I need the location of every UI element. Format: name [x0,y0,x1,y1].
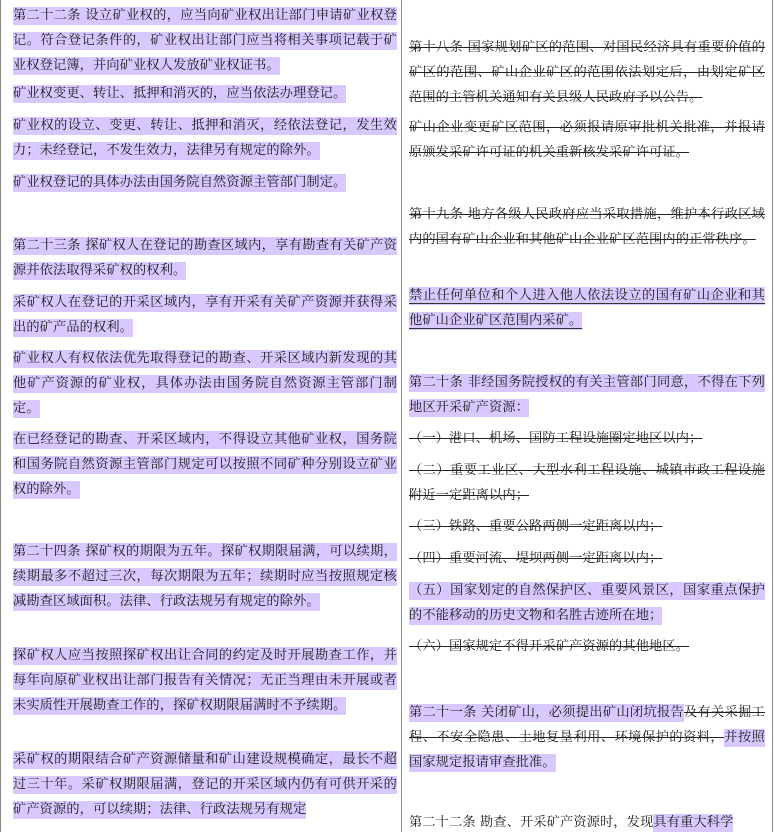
right-paragraph-10: （五）国家划定的自然保护区、重要风景区，国家重点保护的不能移动的历史文物和名胜古迹所在地； [409,583,765,623]
right-paragraph-8: （三）铁路、重要公路两侧一定距离以内； [409,519,663,534]
right-paragraph-1: 第十八条 国家规划矿区的范围、对国民经济具有重要价值的矿区的范围、矿山企业矿区的范围依法划定后，由划定矿区范围的主管机关通知有关县级人民政府予以公告。 [409,40,765,105]
left-paragraph-7: 矿业权人有权依法优先取得登记的勘查、开采区域内新发现的其他矿产资源的矿业权，具体办法由国务院自然资源主管部门制定。 [13,351,397,416]
left-paragraph-5: 第二十三条 探矿权人在登记的勘查区域内，享有勘查有关矿产资源并依法取得采矿权的权利。 [13,238,397,278]
left-paragraph-6: 采矿权人在登记的开采区域内，享有开采有关矿产资源并获得采出的矿产品的权利。 [13,295,397,335]
left-paragraph-1: 第二十二条 设立矿业权的，应当向矿业权出让部门申请矿业权登记。符合登记条件的，矿业权出让部门应当将相关事项记载于矿业权登记簿，并向矿业权人发放矿业权证书。 [13,8,397,73]
right-paragraph-12: 第二十一条 关闭矿山，必须提出矿山闭坑报告及有关采掘工程、不安全隐患、土地复垦利用、环境保护的资料，并按照国家规定报请审查批准。 [409,705,765,770]
right-paragraph-4: 禁止任何单位和个人进入他人依法设立的国有矿山企业和其他矿山企业矿区范围内采矿。 [409,288,765,328]
right-paragraph-7: （二）重要工业区、大型水利工程设施、城镇市政工程设施附近一定距离以内； [409,463,765,503]
right-paragraph-9: （四）重要河流、堤坝两侧一定距离以内； [409,551,663,566]
left-paragraph-11: 采矿权的期限结合矿产资源储量和矿山建设规模确定，最长不超过三十年。采矿权期限届满，登记的开采区域内仍有可供开采的矿产资源的，可以续期；法律、行政法规另有规定 [13,752,397,817]
left-paragraph-8: 在已经登记的勘查、开采区域内，不得设立其他矿业权，国务院和国务院自然资源主管部门规定可以按照不同矿种分别设立矿业权的除外。 [13,432,397,497]
right-paragraph-13: 第二十二条 勘查、开采矿产资源时，发现具有重大科学 [409,815,734,830]
right-paragraph-6: （一）港口、机场、国防工程设施圈定地区以内； [409,431,703,446]
left-paragraph-3: 矿业权的设立、变更、转让、抵押和消灭，经依法登记，发生效力；未经登记，不发生效力，法律另有规定的除外。 [13,118,397,158]
left-paragraph-9: 第二十四条 探矿权的期限为五年。探矿权期限届满，可以续期，续期最多不超过三次，每次期限为五年；续期时应当按照规定核减勘查区域面积。法律、行政法规另有规定的除外。 [13,544,397,609]
right-paragraph-3: 第十九条 地方各级人民政府应当采取措施，维护本行政区域内的国有矿山企业和其他矿山企业矿区范围内的正常秩序。 [409,207,765,247]
right-column [401,0,774,832]
left-column [5,0,399,832]
left-paragraph-4: 矿业权登记的具体办法由国务院自然资源主管部门制定。 [13,175,347,190]
right-paragraph-5: 第二十条 非经国务院授权的有关主管部门同意，不得在下列地区开采矿产资源： [409,375,765,415]
right-paragraph-11: （六）国家规定不得开采矿产资源的其他地区。 [409,639,690,654]
left-paragraph-2: 矿业权变更、转让、抵押和消灭的，应当依法办理登记。 [13,86,347,101]
left-paragraph-10: 探矿权人应当按照探矿权出让合同的约定及时开展勘查工作，并每年向原矿业权出让部门报告有关情况；无正当理由未开展或者未实质性开展勘查工作的，探矿权期限届满时不予续期。 [13,648,397,713]
right-paragraph-2: 矿山企业变更矿区范围，必须报请原审批机关批准，并报请原颁发采矿许可证的机关重新核发采矿许可证。 [409,120,765,160]
